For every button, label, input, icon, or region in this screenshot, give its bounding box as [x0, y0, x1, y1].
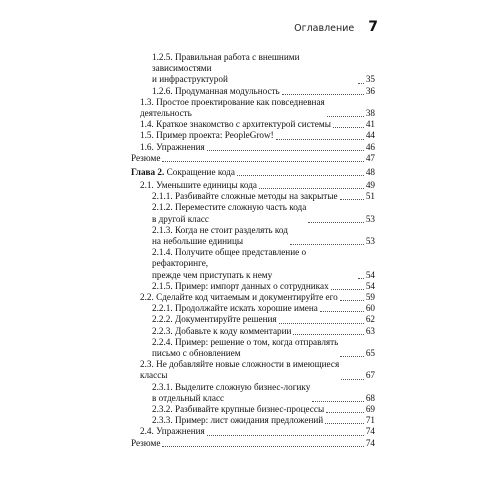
toc-entry-title: Резюме: [131, 437, 161, 448]
dot-leader: [207, 435, 364, 436]
toc-entry: [131, 191, 375, 202]
dot-leader: [325, 423, 364, 424]
dot-leader: [293, 334, 363, 335]
toc-entry-title: 1.4. Краткое знакомство с архитектурой системы: [140, 119, 331, 130]
chapter-label: Глава 2.: [131, 167, 165, 177]
toc-entry-title: 2.2.4. Пример: решение о том, когда отправлять письмо с обновлением: [152, 336, 339, 359]
toc-entry: [131, 52, 375, 86]
toc-entry-title: 2.3.1. Выделите сложную бизнес-логику в отдельный класс: [152, 381, 311, 403]
toc-page: 46: [365, 141, 375, 152]
dot-leader: [290, 244, 364, 245]
toc-page: 49: [365, 180, 375, 190]
toc-page: 60: [365, 303, 375, 314]
dot-leader: [340, 300, 364, 301]
toc-entry-title: 2.1.5. Пример: импорт данных о сотрудниках: [152, 280, 329, 291]
toc-entry-title: Резюме: [131, 152, 161, 163]
dot-leader: [358, 278, 364, 279]
toc-entry: [131, 247, 375, 281]
toc-entry: [131, 292, 375, 303]
toc-entry: [131, 415, 375, 426]
toc-entry-title: 1.2.6. Продуманная модульность: [152, 85, 280, 96]
toc-entry: [131, 303, 375, 314]
page-number: 7: [368, 19, 378, 35]
toc-entry-title: 2.1.1. Разбивайте сложные методы на закрытые: [152, 191, 338, 202]
toc-entry-title: 2.3. Не добавляйте новые сложности в имеющиеся классы: [140, 359, 340, 381]
dot-leader: [237, 175, 364, 176]
toc-entry-title: 2.3.3. Пример: лист ожидания предложений: [152, 415, 324, 426]
toc-page: 54: [365, 280, 375, 291]
toc-page: 68: [365, 392, 375, 403]
running-header: [294, 19, 378, 35]
toc-page: 54: [365, 269, 375, 280]
toc-page: 62: [365, 314, 375, 325]
toc-entry-title: 2.2.2. Документируйте решения: [152, 314, 277, 325]
dot-leader: [259, 188, 364, 189]
dot-leader: [326, 412, 364, 413]
toc-page: 53: [365, 236, 375, 247]
toc-page: 71: [365, 415, 375, 426]
toc-page: 51: [365, 191, 375, 202]
toc-entry: [131, 153, 375, 164]
toc-entry-title: 2.2. Сделайте код читаемым и документируйте его: [140, 292, 338, 303]
toc-entry: [131, 130, 375, 141]
dot-leader: [282, 94, 364, 95]
toc-entry: [131, 438, 375, 449]
dot-leader: [340, 356, 363, 357]
dot-leader: [320, 311, 364, 312]
dot-leader: [312, 401, 363, 402]
toc-entry-title: 1.6. Упражнения: [140, 141, 205, 152]
toc-page: 53: [365, 213, 375, 224]
toc-entry: [131, 337, 375, 359]
dot-leader: [333, 127, 364, 128]
toc-page: 74: [365, 437, 375, 448]
toc-page: 47: [365, 152, 375, 163]
toc-entry-title: 2.1. Уменьшите единицы кода: [140, 180, 257, 190]
toc-page: 41: [365, 119, 375, 130]
toc-entry-title: 2.4. Упражнения: [140, 426, 205, 437]
toc-entry: [131, 225, 375, 247]
toc-entry-title: 2.2.1. Продолжайте искать хорошие имена: [152, 303, 318, 314]
dot-leader: [358, 83, 364, 84]
toc-page: 67: [365, 370, 375, 381]
toc-entry-title: 1.5. Пример проекта: PeopleGrow!: [140, 130, 274, 141]
toc-page: 74: [365, 426, 375, 437]
toc-entry: [131, 382, 375, 404]
toc-entry: [131, 314, 375, 325]
dot-leader: [308, 222, 364, 223]
toc-entry-title: 2.1.3. Когда не стоит разделять код на небольшие единицы: [152, 224, 288, 247]
dot-leader: [279, 323, 364, 324]
toc-entry-title: 1.2.5. Правильная работа с внешними зависимостями и инфраструктурой: [152, 52, 300, 85]
toc-section-chapter-1: [131, 52, 375, 164]
toc-chapter-2: [131, 167, 375, 178]
toc-page: 65: [365, 348, 375, 359]
header-title: Оглавление: [294, 23, 355, 34]
toc-page: 63: [365, 325, 375, 336]
dot-leader: [207, 150, 364, 151]
dot-leader: [341, 379, 364, 380]
toc-page: 35: [365, 74, 375, 85]
toc-entry: [131, 97, 375, 119]
toc-entry: [131, 142, 375, 153]
toc-entry: [131, 326, 375, 337]
toc-entry: [131, 119, 375, 130]
dot-leader: [340, 199, 364, 200]
toc-entry-title: 1.3. Простое проектирование как повседневная деятельность: [140, 96, 325, 119]
toc-entry: [131, 359, 375, 381]
toc-entry-title: 2.2.3. Добавьте к коду комментарии: [152, 325, 292, 336]
dot-leader: [276, 139, 364, 140]
toc-entry: [131, 86, 375, 97]
toc-page: 36: [365, 85, 375, 96]
toc-entry-title: 2.1.2. Переместите сложную часть кода в другой класс: [152, 202, 307, 224]
toc-entry: [131, 281, 375, 292]
toc-page: 48: [365, 167, 375, 177]
toc-entry: [131, 404, 375, 415]
toc-page: 59: [365, 292, 375, 303]
dot-leader: [331, 289, 364, 290]
toc-page: 44: [365, 130, 375, 141]
dot-leader: [327, 116, 364, 117]
toc-page: 69: [365, 404, 375, 415]
toc-entry-title: 2.3.2. Разбивайте крупные бизнес-процессы: [152, 404, 325, 415]
toc-entry-title: 2.1.4. Получите общее представление о рефакторинге, прежде чем приступать к нему: [152, 247, 307, 280]
dot-leader: [162, 446, 363, 447]
toc-entry: [131, 426, 375, 437]
toc-entry: [131, 202, 375, 224]
chapter-title: Сокращение кода: [166, 167, 235, 177]
toc-section-chapter-2: [131, 180, 375, 449]
dot-leader: [162, 161, 363, 162]
toc-chapter-heading: [131, 167, 375, 178]
toc-page: 38: [365, 108, 375, 119]
toc-entry: [131, 180, 375, 191]
